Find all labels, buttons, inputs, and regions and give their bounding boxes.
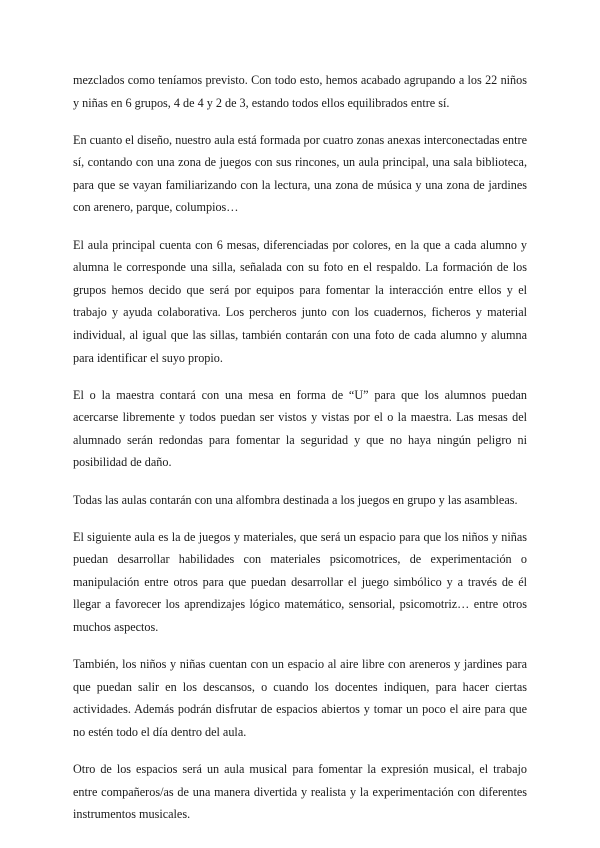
- paragraph-classroom-design: En cuanto el diseño, nuestro aula está formada por cuatro zonas anexas interconectadas entre sí, contando con una zona de juegos con sus rincones, un aula principal, una sala biblioteca, para que se vayan familiarizando con la lectura, una zona de música y una zona de jardines con arenero, parque, columpios…: [73, 132, 527, 215]
- paragraph-carpet: Todas las aulas contarán con una alfombra destinada a los juegos en grupo y las asambleas.: [73, 492, 518, 507]
- paragraph-main-classroom: El aula principal cuenta con 6 mesas, diferenciadas por colores, en la que a cada alumno y alumna le corresponde una silla, señalada con su foto en el respaldo. La formación de los grupos hemos decido que será por equipos para fomentar la interacción entre ellos y el trabajo y ayuda colaborativa. Los percheros junto con los cuadernos, ficheros y material individual, al igual que las sillas, también contarán con una foto de cada alumno y alumna para identificar el suyo propio.: [73, 237, 527, 365]
- paragraph-outdoor-space: También, los niños y niñas cuentan con un espacio al aire libre con areneros y jardines para que puedan salir en los descansos, o cuando los docentes indiquen, para hacer ciertas actividades. Además podrán disfrutar de espacios abiertos y tomar un poco el aire para que no estén todo el día dentro del aula.: [73, 657, 527, 739]
- document-body: [73, 69, 527, 840]
- paragraph-games-room: El siguiente aula es la de juegos y materiales, que será un espacio para que los niños y niñas puedan desarrollar habilidades con materiales psicomotrices, de experimentación o manipulación entre otros para que puedan desarrollar el juego simbólico y a través de él llegar a favorecer los aprendizajes lógico matemático, sensorial, psicomotriz… entre otros muchos aspectos.: [73, 529, 527, 634]
- paragraph-music-room: Otro de los espacios será un aula musical para fomentar la expresión musical, el trabajo entre compañeros/as de una manera divertida y realista y la experimentación con diferentes instrumentos musicales.: [73, 761, 527, 822]
- paragraph-teacher-desk: El o la maestra contará con una mesa en forma de “U” para que los alumnos puedan acercarse libremente y todos puedan ser vistos y vistas por el o la maestra. Las mesas del alumnado serán redondas para fomentar la seguridad y que no haya ningún peligro ni posibilidad de daño.: [73, 387, 527, 470]
- paragraph-grouping: mezclados como teníamos previsto. Con todo esto, hemos acabado agrupando a los 22 niños y niñas en 6 grupos, 4 de 4 y 2 de 3, estando todos ellos equilibrados entre sí.: [73, 73, 527, 110]
